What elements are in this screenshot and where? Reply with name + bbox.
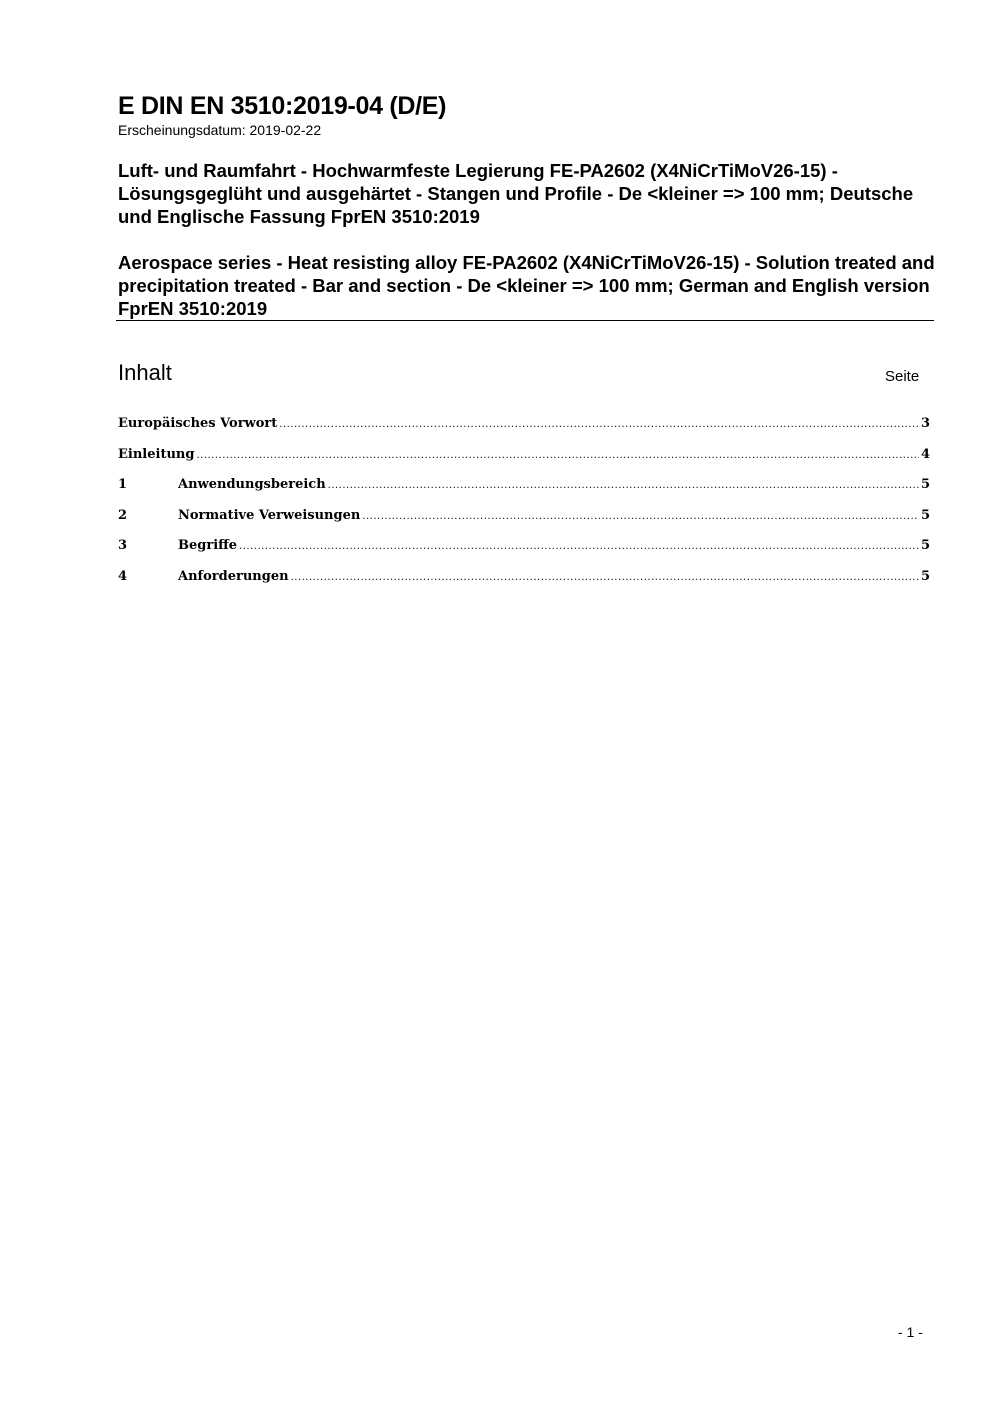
toc-dot-leader (328, 480, 919, 491)
toc-dot-leader (362, 511, 919, 522)
toc-entry-einleitung[interactable] (118, 447, 930, 478)
document-number: E DIN EN 3510:2019-04 (D/E) (118, 92, 447, 120)
toc-entry-page[interactable]: 5 (920, 477, 930, 492)
toc-entry-number: 3 (118, 538, 128, 553)
toc-entry-anwendungsbereich[interactable] (118, 477, 930, 508)
title-english: Aerospace series - Heat resisting alloy FE-PA2602 (X4NiCrTiMoV26-15) - Solution treated and precipitation treated - Bar and section - De <kleiner => 100 mm; German and English version FprEN 3510:2019 (118, 252, 935, 319)
toc-entry-anforderungen[interactable] (118, 569, 930, 600)
toc-entry-number: 2 (118, 507, 128, 523)
toc-dot-leader (196, 450, 919, 461)
toc-entry-page[interactable]: 3 (920, 416, 930, 431)
toc-dot-leader (279, 419, 919, 430)
table-of-contents (118, 416, 930, 599)
toc-entry-normative-verweisungen[interactable] (118, 508, 930, 539)
toc-entry-page[interactable]: 4 (920, 446, 930, 462)
toc-dot-leader (291, 572, 919, 583)
toc-entry-title[interactable]: Europäisches Vorwort (118, 416, 278, 431)
issue-date: Erscheinungsdatum: 2019-02-22 (118, 122, 322, 138)
toc-entry-number: 1 (118, 477, 128, 492)
toc-entry-title[interactable]: Anwendungsbereich (178, 477, 326, 492)
page-number: - 1 - (898, 1324, 923, 1340)
title-german: Luft- und Raumfahrt - Hochwarmfeste Legierung FE-PA2602 (X4NiCrTiMoV26-15) - Lösungsgeglüht und ausgehärtet - Stangen und Profile - De <kleiner => 100 mm; Deutsche und Englische Fassung FprEN 3510:2019 (118, 160, 914, 227)
toc-entry-begriffe[interactable] (118, 538, 930, 569)
toc-entry-page[interactable]: 5 (920, 538, 930, 553)
toc-entry-page[interactable]: 5 (920, 507, 930, 523)
toc-entry-title[interactable]: Anforderungen (178, 568, 289, 584)
toc-entry-title[interactable]: Begriffe (178, 538, 238, 553)
title-divider (116, 320, 934, 321)
toc-entry-title[interactable]: Einleitung (118, 446, 195, 462)
toc-entry-page[interactable]: 5 (920, 568, 930, 584)
toc-entry-europaeisches-vorwort[interactable] (118, 416, 930, 447)
toc-entry-title[interactable]: Normative Verweisungen (178, 507, 361, 523)
toc-heading: Inhalt (118, 360, 172, 385)
toc-page-label: Seite (885, 368, 920, 385)
toc-entry-number: 4 (118, 568, 128, 584)
toc-dot-leader (239, 541, 919, 552)
